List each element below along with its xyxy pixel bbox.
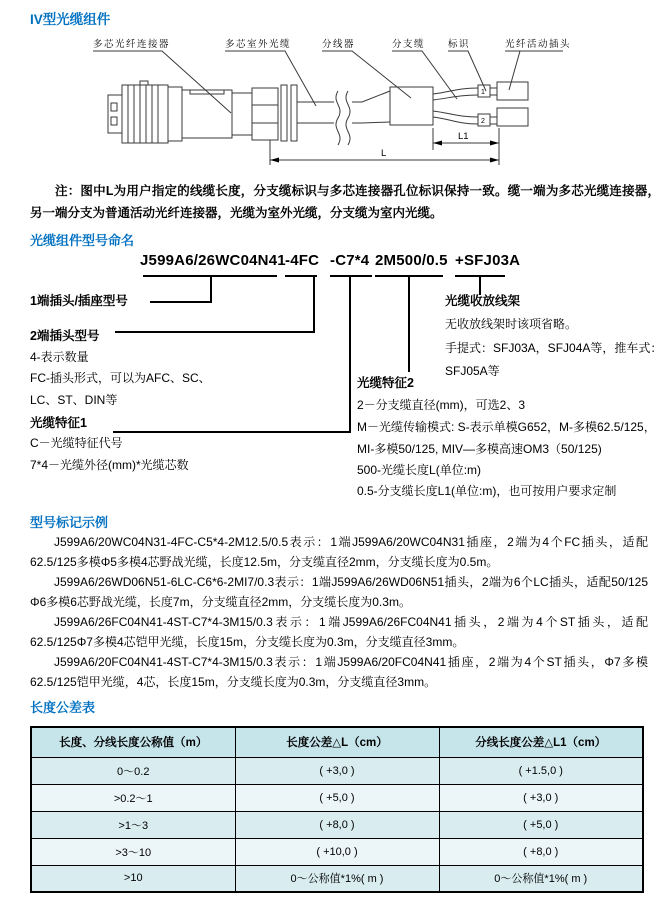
section-heading-tolerance: 长度公差表 xyxy=(30,700,96,715)
anno-feature2-title: 光缆特征2 xyxy=(357,376,414,390)
cell-nominal: >1～3 xyxy=(31,811,235,838)
col-header-length: 长度公差△L（cm） xyxy=(235,727,439,757)
cable-break-2 xyxy=(346,91,350,145)
diagram-label-branch-cable: 分支缆 xyxy=(392,39,426,50)
diagram-label-marker: 标识 xyxy=(448,39,471,50)
diagram-label-plug: 光纤活动插头 xyxy=(505,39,572,50)
table-row xyxy=(31,838,643,865)
connector-ribbed-ring xyxy=(122,85,168,143)
model-segment-5: +SFJ03A xyxy=(455,252,521,269)
cell-nominal: >3～10 xyxy=(31,838,235,865)
leader-splitter xyxy=(322,51,411,98)
anno-feature2-line5: 0.5-分支缆长度L1(单位:m)，也可按用户要求定制 xyxy=(357,484,617,498)
cell-nominal: 0～0.2 xyxy=(31,757,235,784)
anno-reel-line1: 无收放线架时该项省略。 xyxy=(445,317,578,331)
table-row xyxy=(31,865,643,892)
anno-feature2-line2: M－光缆传输模式: S-表示单模G652，M-多模62.5/125， xyxy=(357,420,656,434)
anno-plug-form-2: LC、ST、DIN等 xyxy=(30,393,118,407)
example-paragraphs xyxy=(30,532,648,692)
anno-feature2-line4: 500-光缆长度L(单位:m) xyxy=(357,463,482,477)
fiber-plug-upper xyxy=(497,82,528,100)
leader-plug xyxy=(509,51,520,90)
anno-reel-line3: SFJ05A等 xyxy=(445,364,500,378)
cell-branch: ( +5,0 ) xyxy=(439,811,643,838)
cell-branch: ( +1.5,0 ) xyxy=(439,757,643,784)
model-segment-3: -C7*4 xyxy=(330,252,370,269)
leader-connector xyxy=(93,51,231,113)
table-row xyxy=(31,811,643,838)
cell-length: ( +8,0 ) xyxy=(235,811,439,838)
marker-1-digit: 1 xyxy=(481,89,485,96)
connector-collar xyxy=(168,87,182,141)
diagram-label-outdoor-cable: 多芯室外光缆 xyxy=(225,39,292,50)
leader-outdoor-cable xyxy=(225,51,316,106)
cell-length: ( +10,0 ) xyxy=(235,838,439,865)
anno-feature1-title: 光缆特征1 xyxy=(30,416,87,430)
model-segment-4: 2M500/0.5 xyxy=(375,252,448,269)
page-title: IV型光缆组件 xyxy=(30,12,111,27)
example-paragraph-2: J599A6/26WD06N51-6LC-C6*6-2MI7/0.3表示：1端J599A6/26WD06N51插头，2端为6个LC插头，适配50/125 Φ6多模6芯野战光缆，长度7m，分支缆直径2mm，分支缆长度为0.3m。 xyxy=(30,575,648,609)
cable-assembly-diagram xyxy=(0,35,671,180)
note-paragraph: 注：图中L为用户指定的线缆长度，分支缆标识与多芯连接器孔位标识保持一致。缆一端为多芯光缆连接器，另一端分支为普通活动光纤连接器，光缆为室外光缆，分支缆为室内光缆。 xyxy=(30,184,660,220)
dim-label-l: L xyxy=(381,148,387,159)
diagram-label-splitter: 分线器 xyxy=(322,39,356,50)
tolerance-table xyxy=(30,726,644,893)
backnut-hex xyxy=(252,88,278,140)
model-segment-1: J599A6/26WC04N41 xyxy=(140,252,286,269)
flange-1 xyxy=(281,85,287,141)
tolerance-table-header-row xyxy=(31,727,643,757)
cell-nominal: >10 xyxy=(31,865,235,892)
marker-2-digit: 2 xyxy=(481,118,485,125)
dim-label-l1: L1 xyxy=(458,131,469,142)
connector-body xyxy=(182,90,232,138)
section-heading-naming: 光缆组件型号命名 xyxy=(30,233,135,248)
connector-cap xyxy=(108,95,122,133)
cable-break-1 xyxy=(336,91,340,145)
anno-feature1-size: 7*4－光缆外径(mm)*光缆芯数 xyxy=(30,458,189,472)
anno-reel-title: 光缆收放线架 xyxy=(445,294,521,308)
cell-nominal: >0.2～1 xyxy=(31,784,235,811)
cell-length: ( +5,0 ) xyxy=(235,784,439,811)
splitter-box xyxy=(390,87,433,125)
example-paragraph-3: J599A6/26FC04N41-4ST-C7*4-3M15/0.3表示：1端J599A6/26FC04N41插头，2端为4个ST插头，适配62.5/125Φ7多模4芯铠甲光缆，长度15m，分支缆长度为0.3m，分支缆直径3mm。 xyxy=(30,615,648,649)
anno-feature1-code: C－光缆特征代号 xyxy=(30,436,123,450)
cell-branch: ( +8,0 ) xyxy=(439,838,643,865)
anno-plug-form: FC-插头形式，可以为AFC、SC、 xyxy=(30,371,211,385)
section-heading-examples: 型号标记示例 xyxy=(30,515,109,530)
table-row xyxy=(31,784,643,811)
fiber-plug-lower xyxy=(497,108,528,126)
cell-length: 0～公称值*1%( m ) xyxy=(235,865,439,892)
anno-end1-type: 1端插头/插座型号 xyxy=(30,294,128,308)
flange-2 xyxy=(291,85,297,141)
col-header-nominal: 长度、分线长度公称值（m） xyxy=(31,727,235,757)
anno-feature2-line3: MI-多模50/125, MIV—多模高速OM3（50/125) xyxy=(357,442,602,456)
anno-reel-line2: 手提式：SFJ03A，SFJ04A等，推车式： xyxy=(445,341,663,355)
example-paragraph-1: J599A6/20WC04N31-4FC-C5*4-2M12.5/0.5表示：1端J599A6/20WC04N31插座，2端为4个FC插头，适配62.5/125多模Φ5多模4芯野战光缆，长度12.5m，分支缆直径2mm，分支缆长度为0.5m。 xyxy=(30,535,648,569)
anno-qty: 4-表示数量 xyxy=(30,350,89,364)
anno-feature2-line1: 2－分支缆直径(mm)，可选2、3 xyxy=(357,398,526,412)
table-row xyxy=(31,757,643,784)
model-segment-2: -4FC xyxy=(285,252,320,269)
example-paragraph-4: J599A6/20FC04N41-4ST-C7*4-3M15/0.3表示：1端J599A6/20FC04N41插座，2端为4个ST插头，Φ7多模62.5/125铠甲光缆，4芯，长度15m，分支缆长度为0.3m，分支缆直径3mm。 xyxy=(30,655,648,689)
cell-length: ( +3,0 ) xyxy=(235,757,439,784)
col-header-branch: 分线长度公差△L1（cm） xyxy=(439,727,643,757)
cell-branch: 0～公称值*1%( m ) xyxy=(439,865,643,892)
diagram-label-connector: 多芯光纤连接器 xyxy=(93,39,171,50)
anno-end2-type: 2端插头型号 xyxy=(30,329,100,343)
connector-step xyxy=(232,93,252,135)
cell-branch: ( +3,0 ) xyxy=(439,784,643,811)
